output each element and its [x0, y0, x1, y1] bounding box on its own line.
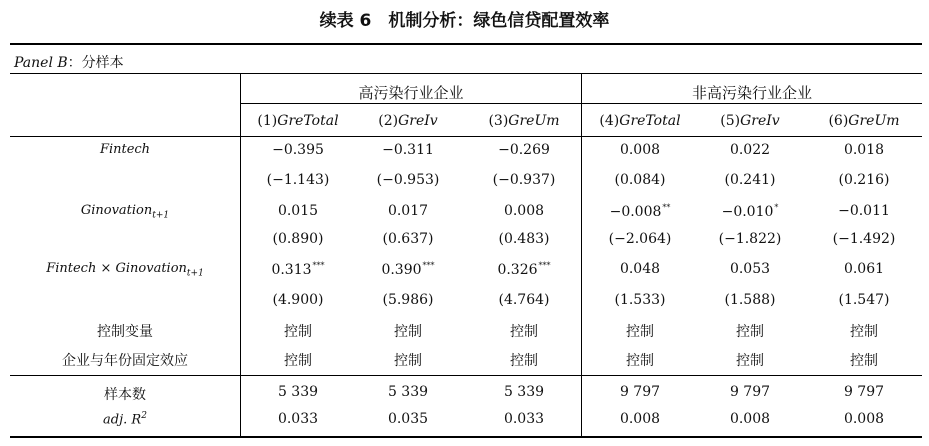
- cell-value: 控制: [510, 353, 538, 369]
- significance-stars: ***: [422, 261, 435, 270]
- header-rule: [10, 136, 922, 137]
- table-cell: [808, 203, 920, 219]
- cell-value: 控制: [284, 324, 312, 340]
- controls-rule: [10, 375, 922, 376]
- column-number: (3): [488, 113, 509, 129]
- row-label-text: 企业与年份固定效应: [62, 353, 188, 369]
- cell-value: 0.048: [619, 261, 661, 277]
- row-label: [10, 350, 240, 370]
- table-cell: [584, 350, 696, 370]
- table-cell: [352, 411, 464, 427]
- row-label: [10, 142, 240, 157]
- cell-value: 5 339: [277, 384, 319, 400]
- cell-value: 0.008: [619, 142, 661, 158]
- table-cell: [694, 172, 806, 188]
- table-cell: [694, 350, 806, 370]
- cell-value: 0.033: [277, 411, 319, 427]
- cell-value: (0.084): [614, 172, 666, 188]
- cell-value: 0.022: [729, 142, 771, 158]
- table-cell: [242, 321, 354, 341]
- cell-value: 控制: [736, 353, 764, 369]
- table-cell: [694, 261, 806, 277]
- table-cell: [584, 321, 696, 341]
- table-cell: [694, 203, 806, 220]
- group-head-polluting: 高污染行业企业: [358, 84, 464, 102]
- cell-value: 0.008: [729, 411, 771, 427]
- column-name: GreUm: [508, 113, 560, 129]
- cell-value: (1.533): [614, 292, 666, 308]
- cell-value: (1.547): [838, 292, 890, 308]
- top-rule: [10, 43, 922, 45]
- table-cell: [694, 321, 806, 341]
- cell-value: 0.008: [503, 203, 545, 219]
- column-header: [352, 113, 464, 129]
- table-cell: [584, 203, 696, 220]
- table-title: 续表 6 机制分析：绿色信贷配置效率: [319, 11, 610, 31]
- cell-value: (1.588): [724, 292, 776, 308]
- table-cell: [242, 231, 354, 247]
- cell-value: (−1.822): [718, 231, 782, 247]
- table-cell: [468, 321, 580, 341]
- panel-rule: [10, 73, 922, 74]
- column-number: (5): [720, 113, 741, 129]
- panel-label: [14, 52, 124, 72]
- table-cell: [352, 231, 464, 247]
- cell-value: (0.241): [724, 172, 776, 188]
- cell-value: 控制: [626, 324, 654, 340]
- vline-label: [240, 74, 241, 436]
- cell-value: 9 797: [619, 384, 661, 400]
- column-number: (1): [257, 113, 278, 129]
- table-cell: [808, 384, 920, 400]
- table-cell: [694, 411, 806, 427]
- significance-stars: ***: [312, 261, 325, 270]
- significance-stars: *: [774, 203, 779, 212]
- row-label-subscript: 2: [141, 411, 147, 421]
- cell-value: 控制: [626, 353, 654, 369]
- cell-value: (4.900): [272, 292, 324, 308]
- table-cell: [584, 384, 696, 400]
- column-number: (6): [828, 113, 849, 129]
- group-head-nonpolluting: 非高污染行业企业: [691, 84, 812, 102]
- table-cell: [352, 350, 464, 370]
- cell-value: (4.764): [498, 292, 550, 308]
- table-cell: [242, 411, 354, 427]
- table-cell: [468, 350, 580, 370]
- cell-value: −0.010: [721, 204, 774, 220]
- table-cell: [352, 384, 464, 400]
- table-cell: [242, 292, 354, 308]
- cell-value: (−0.953): [376, 172, 440, 188]
- cell-value: −0.311: [382, 142, 434, 158]
- table-cell: [808, 321, 920, 341]
- column-header: [242, 113, 354, 129]
- cell-value: 0.035: [387, 411, 429, 427]
- cell-value: −0.395: [272, 142, 324, 158]
- cell-value: −0.011: [838, 203, 890, 219]
- column-number: (2): [378, 113, 399, 129]
- cell-value: 0.053: [729, 261, 771, 277]
- cell-value: 0.008: [619, 411, 661, 427]
- row-label-text: Ginovation: [80, 203, 153, 218]
- row-label: [10, 411, 240, 427]
- table-cell: [808, 231, 920, 247]
- table-cell: [242, 350, 354, 370]
- table-cell: [808, 411, 920, 427]
- cell-value: 9 797: [843, 384, 885, 400]
- cell-value: (−0.937): [492, 172, 556, 188]
- significance-stars: **: [662, 203, 671, 212]
- column-name: GreIv: [740, 113, 780, 129]
- cell-value: (0.216): [838, 172, 890, 188]
- table-cell: [352, 261, 464, 278]
- significance-stars: ***: [538, 261, 551, 270]
- table-cell: [242, 142, 354, 158]
- cell-value: 5 339: [503, 384, 545, 400]
- table-cell: [352, 142, 464, 158]
- table-cell: [584, 411, 696, 427]
- cell-value: (0.483): [498, 231, 550, 247]
- table-cell: [242, 384, 354, 400]
- cell-value: (−1.143): [266, 172, 330, 188]
- panel-suffix: ：分样本: [67, 55, 124, 71]
- column-name: GreTotal: [277, 113, 339, 129]
- cell-value: 控制: [394, 324, 422, 340]
- row-label-text: adj. R: [103, 412, 142, 428]
- row-label-text: 样本数: [104, 387, 146, 403]
- table-cell: [352, 292, 464, 308]
- cell-value: 0.061: [843, 261, 885, 277]
- table-cell: [584, 292, 696, 308]
- table-cell: [584, 172, 696, 188]
- cell-value: 控制: [510, 324, 538, 340]
- row-label-text: Fintech: [99, 142, 151, 157]
- cell-value: 0.018: [843, 142, 885, 158]
- cell-value: (−1.492): [832, 231, 896, 247]
- cell-value: 0.390: [381, 262, 422, 278]
- table-cell: [694, 231, 806, 247]
- table-cell: [584, 231, 696, 247]
- column-name: GreTotal: [619, 113, 681, 129]
- column-number: (4): [599, 113, 620, 129]
- cell-value: 控制: [736, 324, 764, 340]
- column-header: [584, 113, 696, 129]
- table-cell: [468, 203, 580, 219]
- table-cell: [242, 172, 354, 188]
- column-header: [808, 113, 920, 129]
- cell-value: 0.313: [271, 262, 312, 278]
- table-cell: [694, 142, 806, 158]
- cell-value: 0.017: [387, 203, 429, 219]
- cell-value: (0.637): [382, 231, 434, 247]
- cell-value: 9 797: [729, 384, 771, 400]
- table-cell: [468, 231, 580, 247]
- table-cell: [808, 261, 920, 277]
- cell-value: 0.008: [843, 411, 885, 427]
- table-cell: [694, 292, 806, 308]
- table-cell: [468, 142, 580, 158]
- column-name: GreUm: [848, 113, 900, 129]
- cell-value: −0.269: [498, 142, 550, 158]
- row-label: [10, 203, 240, 221]
- row-label-text: Fintech × Ginovation: [46, 261, 187, 276]
- table-cell: [808, 172, 920, 188]
- table-cell: [242, 203, 354, 219]
- table-cell: [468, 292, 580, 308]
- cell-value: 0.033: [503, 411, 545, 427]
- table-cell: [468, 411, 580, 427]
- cell-value: 控制: [850, 353, 878, 369]
- cell-value: −0.008: [609, 204, 662, 220]
- cell-value: (0.890): [272, 231, 324, 247]
- vline-group: [581, 74, 582, 436]
- cell-value: 5 339: [387, 384, 429, 400]
- cell-value: 控制: [394, 353, 422, 369]
- row-label-subscript: t+1: [152, 210, 170, 221]
- table-cell: [242, 261, 354, 278]
- cell-value: (5.986): [382, 292, 434, 308]
- cell-value: (−2.064): [608, 231, 672, 247]
- table-cell: [694, 384, 806, 400]
- column-header: [694, 113, 806, 129]
- table-cell: [468, 384, 580, 400]
- row-label: [10, 261, 240, 279]
- bottom-rule: [10, 436, 922, 438]
- table-cell: [468, 172, 580, 188]
- table-cell: [352, 321, 464, 341]
- table-cell: [352, 203, 464, 219]
- table-cell: [808, 142, 920, 158]
- panel-prefix: Panel B: [14, 55, 68, 71]
- table-cell: [584, 142, 696, 158]
- cell-value: 0.015: [277, 203, 319, 219]
- row-label-subscript: t+1: [186, 268, 204, 279]
- table-cell: [808, 292, 920, 308]
- cell-value: 控制: [850, 324, 878, 340]
- row-label-text: 控制变量: [97, 324, 153, 340]
- column-header: [468, 113, 580, 129]
- cell-value: 控制: [284, 353, 312, 369]
- table-cell: [468, 261, 580, 278]
- table-cell: [584, 261, 696, 277]
- cell-value: 0.326: [497, 262, 538, 278]
- row-label: [10, 321, 240, 341]
- table-cell: [808, 350, 920, 370]
- column-name: GreIv: [398, 113, 438, 129]
- table-cell: [352, 172, 464, 188]
- row-label: [10, 384, 240, 404]
